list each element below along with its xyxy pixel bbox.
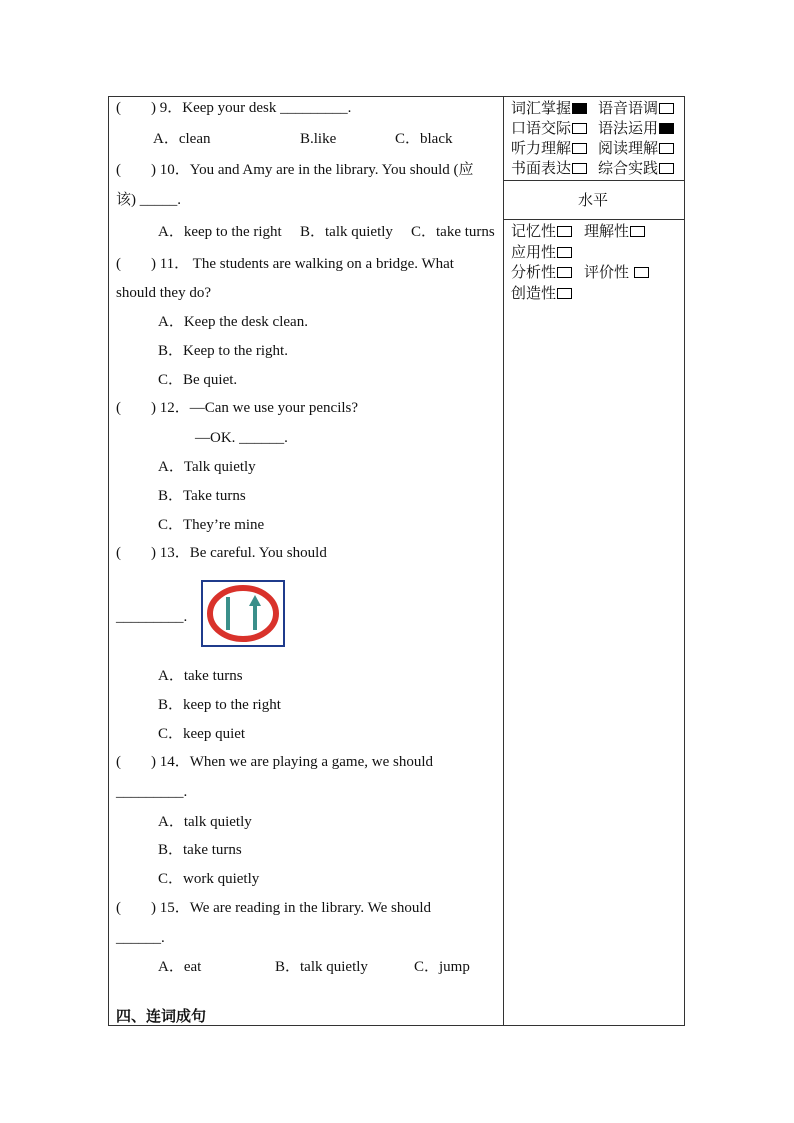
q10-stem: ( ) 10．You and Amy are in the library. You should (应 — [116, 162, 474, 178]
q10-option-c: C．take turns — [411, 224, 495, 240]
q15-stem: ( ) 15．We are reading in the library. We should — [116, 900, 431, 916]
skill-oral[interactable]: 口语交际 — [511, 118, 587, 138]
level-application-checkbox[interactable] — [557, 247, 572, 258]
q11-stem-cont: should they do? — [116, 285, 211, 301]
skill-oral-checkbox[interactable] — [572, 123, 587, 134]
q9-option-a: A．clean — [153, 131, 211, 147]
q9-option-c: C．black — [395, 131, 453, 147]
q9-stem: ( ) 9．Keep your desk _________. — [116, 100, 352, 116]
q12-option-a: A．Talk quietly — [158, 459, 256, 475]
q15-stem-cont: ______. — [116, 930, 165, 946]
level-creation-checkbox[interactable] — [557, 288, 572, 299]
skill-writing[interactable]: 书面表达 — [511, 158, 587, 178]
level-creation[interactable]: 创造性 — [511, 283, 572, 303]
skills-divider — [504, 180, 685, 181]
q11-option-b: B．Keep to the right. — [158, 343, 288, 359]
q15-option-c: C．jump — [414, 959, 470, 975]
skill-practice[interactable]: 综合实践 — [598, 158, 674, 178]
skill-pronunciation-checkbox[interactable] — [659, 103, 674, 114]
level-memory-checkbox[interactable] — [557, 226, 572, 237]
level-analysis-checkbox[interactable] — [557, 267, 572, 278]
keep-right-sign-image — [201, 580, 285, 647]
q15-option-b: B．talk quietly — [275, 959, 368, 975]
skill-pronunciation[interactable]: 语音语调 — [598, 98, 674, 118]
q10-stem-cont: 该) _____. — [116, 192, 181, 208]
q14-stem-cont: _________. — [116, 784, 188, 800]
q15-option-a: A．eat — [158, 959, 202, 975]
skill-listening-checkbox[interactable] — [572, 143, 587, 154]
level-application[interactable]: 应用性 — [511, 242, 572, 262]
skill-listening[interactable]: 听力理解 — [511, 138, 587, 158]
skill-reading[interactable]: 阅读理解 — [598, 138, 674, 158]
level-header: 水平 — [578, 191, 609, 209]
skill-writing-checkbox[interactable] — [572, 163, 587, 174]
q13-option-b: B．keep to the right — [158, 697, 281, 713]
level-understanding[interactable]: 理解性 — [584, 221, 645, 241]
keep-right-sign-icon — [203, 582, 283, 645]
skill-vocabulary-checkbox[interactable] — [572, 103, 587, 114]
q14-option-c: C．work quietly — [158, 871, 260, 887]
column-divider — [503, 96, 504, 1026]
q9-option-b: B.like — [300, 131, 337, 147]
level-analysis[interactable]: 分析性 — [511, 262, 572, 282]
level-understanding-checkbox[interactable] — [630, 226, 645, 237]
q14-option-a: A．talk quietly — [158, 814, 252, 830]
level-evaluation-checkbox[interactable] — [634, 267, 649, 278]
section-heading: 四、连词成句 — [116, 1007, 207, 1025]
q12-stem-cont: —OK. ______. — [195, 430, 288, 446]
q14-option-b: B．take turns — [158, 842, 242, 858]
skill-practice-checkbox[interactable] — [659, 163, 674, 174]
q13-option-a: A．take turns — [158, 668, 243, 684]
level-evaluation[interactable]: 评价性 — [584, 262, 649, 282]
q12-option-b: B．Take turns — [158, 488, 246, 504]
q11-option-c: C．Be quiet. — [158, 372, 238, 388]
skill-grammar[interactable]: 语法运用 — [598, 118, 674, 138]
q10-option-b: B．talk quietly — [300, 224, 393, 240]
q13-option-c: C．keep quiet — [158, 726, 246, 742]
q11-stem: ( ) 11． The students are walking on a bridge. What — [116, 256, 454, 272]
q13-stem-cont: _________. — [116, 609, 188, 625]
q14-stem: ( ) 14．When we are playing a game, we should — [116, 754, 433, 770]
q13-stem: ( ) 13．Be careful. You should — [116, 545, 327, 561]
skill-grammar-checkbox[interactable] — [659, 123, 674, 134]
skill-vocabulary[interactable]: 词汇掌握 — [511, 98, 587, 118]
level-divider — [504, 219, 685, 220]
q12-stem: ( ) 12．—Can we use your pencils? — [116, 400, 359, 416]
q12-option-c: C．They’re mine — [158, 517, 265, 533]
level-memory[interactable]: 记忆性 — [511, 221, 572, 241]
q10-option-a: A．keep to the right — [158, 224, 282, 240]
q11-option-a: A．Keep the desk clean. — [158, 314, 308, 330]
skill-reading-checkbox[interactable] — [659, 143, 674, 154]
